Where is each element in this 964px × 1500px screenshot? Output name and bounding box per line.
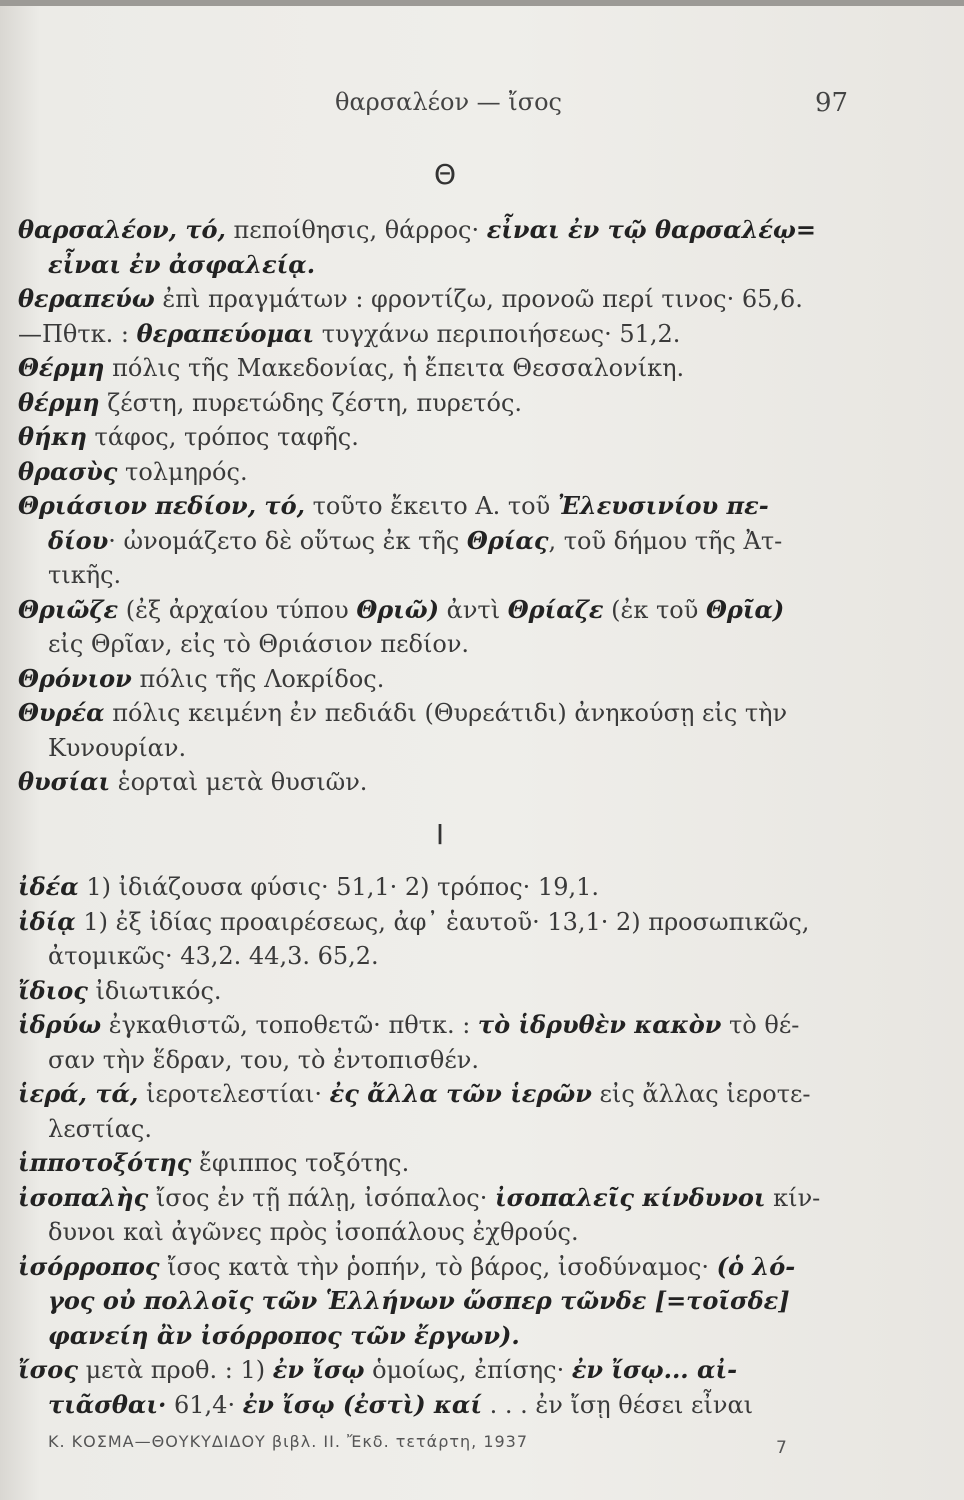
entry-line: [18, 1010, 799, 1040]
definition-text: ἔφιππος τοξότης.: [191, 1149, 410, 1177]
bold-italic-term: (ὁ λό-: [716, 1251, 796, 1281]
definition-text: —Πθτκ. :: [18, 319, 137, 348]
footer-imprint: Κ. ΚΟΣΜΑ—ΘΟΥΚΥΔΙΔΟΥ βιβλ. ΙΙ. Ἔκδ. τετάρτη, 1937: [48, 1432, 529, 1451]
bold-italic-term: εἶναι ἐν ἀσφαλείᾳ.: [48, 249, 316, 279]
bold-italic-term: θήκη: [18, 422, 87, 451]
bold-italic-term: ἐν ἴσῳ... αἰ-: [571, 1355, 738, 1384]
bold-italic-term: θυσίαι: [18, 767, 111, 796]
section-letter-iota: Ι: [435, 818, 445, 851]
definition-text: ἰδιωτικός.: [87, 976, 222, 1005]
entry-continuation-line: [48, 1286, 790, 1316]
definition-text: δυνοι καὶ ἀγῶνες πρὸς ἰσοπάλους ἐχθρούς.: [48, 1218, 579, 1246]
page-number: 97: [815, 88, 849, 118]
definition-text: , τοῦ δήμου τῆς Ἀτ-: [548, 526, 783, 555]
definition-text: ὁμοίως, ἐπίσης·: [364, 1356, 572, 1384]
definition-text: τολμηρός.: [117, 457, 248, 486]
definition-text: σαν τὴν ἕδραν, του, τὸ ἐντοπισθέν.: [48, 1045, 479, 1074]
entry-continuation-line: [48, 526, 782, 556]
bold-italic-term: φανείη ἂν ἰσόρροπος τῶν ἔργων).: [48, 1320, 520, 1350]
definition-text: εἰς Θρῖαν, εἰς τὸ Θριάσιον πεδίον.: [48, 630, 470, 658]
definition-text: (ἐξ ἀρχαίου τύπου: [118, 595, 357, 624]
definition-text: λεστίας.: [48, 1114, 152, 1143]
bold-italic-term: Θρίαζε: [507, 594, 604, 624]
bold-italic-term: Θρόνιον: [18, 663, 132, 693]
bold-italic-term: γος οὐ πολλοῖς τῶν Ἑλλήνων ὥσπερ τῶνδε [=τοῖσδε]: [48, 1286, 790, 1315]
definition-text: κίν-: [765, 1183, 821, 1212]
bold-italic-term: εἶναι ἐν τῷ θαρσαλέῳ=: [486, 215, 816, 244]
bold-italic-term: Θρῖα): [705, 594, 785, 624]
entry-line: [18, 491, 769, 521]
bold-italic-term: Θρίας: [466, 525, 549, 555]
entry-line: [18, 319, 680, 349]
definition-text: ἐγκαθιστῶ, τοποθετῶ· πθτκ. :: [101, 1011, 478, 1039]
bold-italic-term: ἰσοπαλὴς: [18, 1182, 149, 1212]
definition-text: πόλις τῆς Λοκρίδος.: [131, 664, 385, 693]
bold-italic-term: θαρσαλέον, τό,: [18, 215, 226, 244]
definition-text: · ὠνομάζετο δὲ οὕτως ἐκ τῆς: [108, 526, 467, 555]
definition-text: ἑορταὶ μετὰ θυσιῶν.: [110, 768, 368, 796]
entry-continuation-line: [48, 941, 379, 971]
bold-italic-term: θεραπεύομαι: [136, 318, 315, 348]
bold-italic-term: ἐν ἴσῳ: [272, 1355, 365, 1384]
bold-italic-term: θέρμη: [18, 387, 100, 417]
bold-italic-term: ἰδίᾳ: [18, 906, 76, 936]
bold-italic-term: τιᾶσθαι·: [48, 1389, 167, 1419]
definition-text: τοῦτο ἔκειτο Α. τοῦ: [304, 492, 558, 520]
definition-text: πόλις κειμένη ἐν πεδιάδι (Θυρεάτιδι) ἀνηκούσῃ εἰς τὴν: [104, 699, 788, 727]
definition-text: τικῆς.: [48, 561, 122, 589]
bold-italic-term: Θριῶζε: [18, 594, 119, 624]
bold-italic-term: ἱερά, τά,: [18, 1079, 139, 1108]
entry-line: [18, 767, 367, 797]
entry-line: [18, 1252, 795, 1282]
definition-text: 61,4·: [166, 1390, 243, 1419]
bold-italic-term: Θέρμη: [18, 353, 105, 382]
definition-text: ζέστη, πυρετώδης ζέστη, πυρετός.: [99, 388, 523, 417]
bold-italic-term: θεραπεύω: [18, 284, 155, 313]
definition-text: ἐπὶ πραγμάτων : φροντίζω, προνοῶ περί τινος· 65,6.: [154, 285, 803, 313]
bold-italic-term: ἰσόρροπος: [18, 1251, 160, 1281]
section-letter-theta: Θ: [433, 158, 457, 191]
definition-text: ἴσος κατὰ τὴν ῥοπήν, τὸ βάρος, ἰσοδύναμος·: [159, 1252, 717, 1281]
bold-italic-term: Θριάσιον πεδίον, τό,: [18, 491, 305, 520]
definition-text: 1) ἰδιάζουσα φύσις· 51,1· 2) τρόπος· 19,1.: [78, 873, 599, 901]
entry-continuation-line: [48, 1217, 579, 1247]
bold-italic-term: Ἐλευσινίου πε-: [557, 491, 769, 520]
entry-line: [18, 353, 684, 383]
definition-text: πεποίθησις, θάρρος·: [225, 216, 487, 244]
bold-italic-term: Θριῶ): [356, 594, 439, 624]
bold-italic-term: ἐς ἄλλα τῶν ἱερῶν: [329, 1079, 592, 1108]
entry-line: [18, 388, 522, 418]
entry-line: [18, 422, 359, 452]
entry-continuation-line: [48, 1390, 753, 1420]
definition-text: μετὰ προθ. : 1): [77, 1356, 273, 1384]
bold-italic-term: ἰδέα: [18, 872, 79, 901]
page-top-edge: [0, 0, 964, 6]
definition-text: ἱεροτελεστίαι·: [138, 1080, 330, 1108]
entry-line: [18, 284, 803, 314]
definition-text: εἰς ἄλλας ἱεροτε-: [591, 1080, 811, 1108]
entry-continuation-line: [48, 629, 469, 659]
entry-line: [18, 1183, 820, 1213]
bold-italic-term: ἰσοπαλεῖς κίνδυνοι: [494, 1182, 766, 1212]
entry-line: [18, 698, 787, 728]
entry-continuation-line: [48, 560, 121, 590]
bold-italic-term: θρασὺς: [18, 456, 118, 486]
entry-line: [18, 1148, 409, 1178]
entry-continuation-line: [48, 250, 315, 280]
entry-line: [18, 872, 599, 902]
bold-italic-term: ἴδιος: [18, 975, 88, 1005]
definition-text: (ἐκ τοῦ: [603, 595, 706, 624]
definition-text: 1) ἐξ ἰδίας προαιρέσεως, ἀφ᾽ ἑαυτοῦ· 13,1· 2) προσωπικῶς,: [75, 907, 810, 936]
entry-continuation-line: [48, 1321, 520, 1351]
signature-mark: 7: [776, 1438, 788, 1458]
bold-italic-term: Θυρέα: [18, 698, 105, 727]
entry-continuation-line: [48, 1114, 152, 1144]
bold-italic-term: ἱδρύω: [18, 1010, 102, 1039]
page-footer: [48, 1432, 928, 1458]
entry-line: [18, 1079, 811, 1109]
definition-text: ἀτομικῶς· 43,2. 44,3. 65,2.: [48, 942, 379, 970]
definition-text: ἀντὶ: [439, 595, 508, 624]
entry-line: [18, 664, 384, 694]
definition-text: τὸ θέ-: [721, 1011, 800, 1039]
bold-italic-term: ἐν ἴσῳ (ἐστὶ) καί: [242, 1389, 482, 1419]
entry-continuation-line: [48, 733, 186, 763]
entry-continuation-line: [48, 1045, 479, 1075]
entry-line: [18, 907, 809, 937]
entry-line: [18, 595, 784, 625]
definition-text: . . . ἐν ἴσῃ θέσει εἶναι: [482, 1390, 754, 1419]
entry-line: [18, 976, 222, 1006]
bold-italic-term: δίου: [48, 525, 109, 555]
definition-text: πόλις τῆς Μακεδονίας, ἡ ἔπειτα Θεσσαλονίκη.: [104, 354, 685, 382]
entry-line: [18, 1355, 737, 1385]
running-header: θαρσαλέον — ἴσος: [335, 88, 562, 116]
definition-text: τάφος, τρόπος ταφῆς.: [86, 423, 359, 451]
bold-italic-term: ἴσος: [18, 1355, 78, 1384]
definition-text: ἴσος ἐν τῇ πάλῃ, ἰσόπαλος·: [148, 1183, 495, 1212]
bold-italic-term: τὸ ἱδρυθὲν κακὸν: [477, 1010, 722, 1039]
entry-line: [18, 215, 816, 245]
definition-text: Κυνουρίαν.: [48, 733, 187, 762]
bold-italic-term: ἱπποτοξότης: [18, 1148, 192, 1177]
definition-text: τυγχάνω περιποιήσεως· 51,2.: [314, 319, 681, 348]
entry-line: [18, 457, 248, 487]
